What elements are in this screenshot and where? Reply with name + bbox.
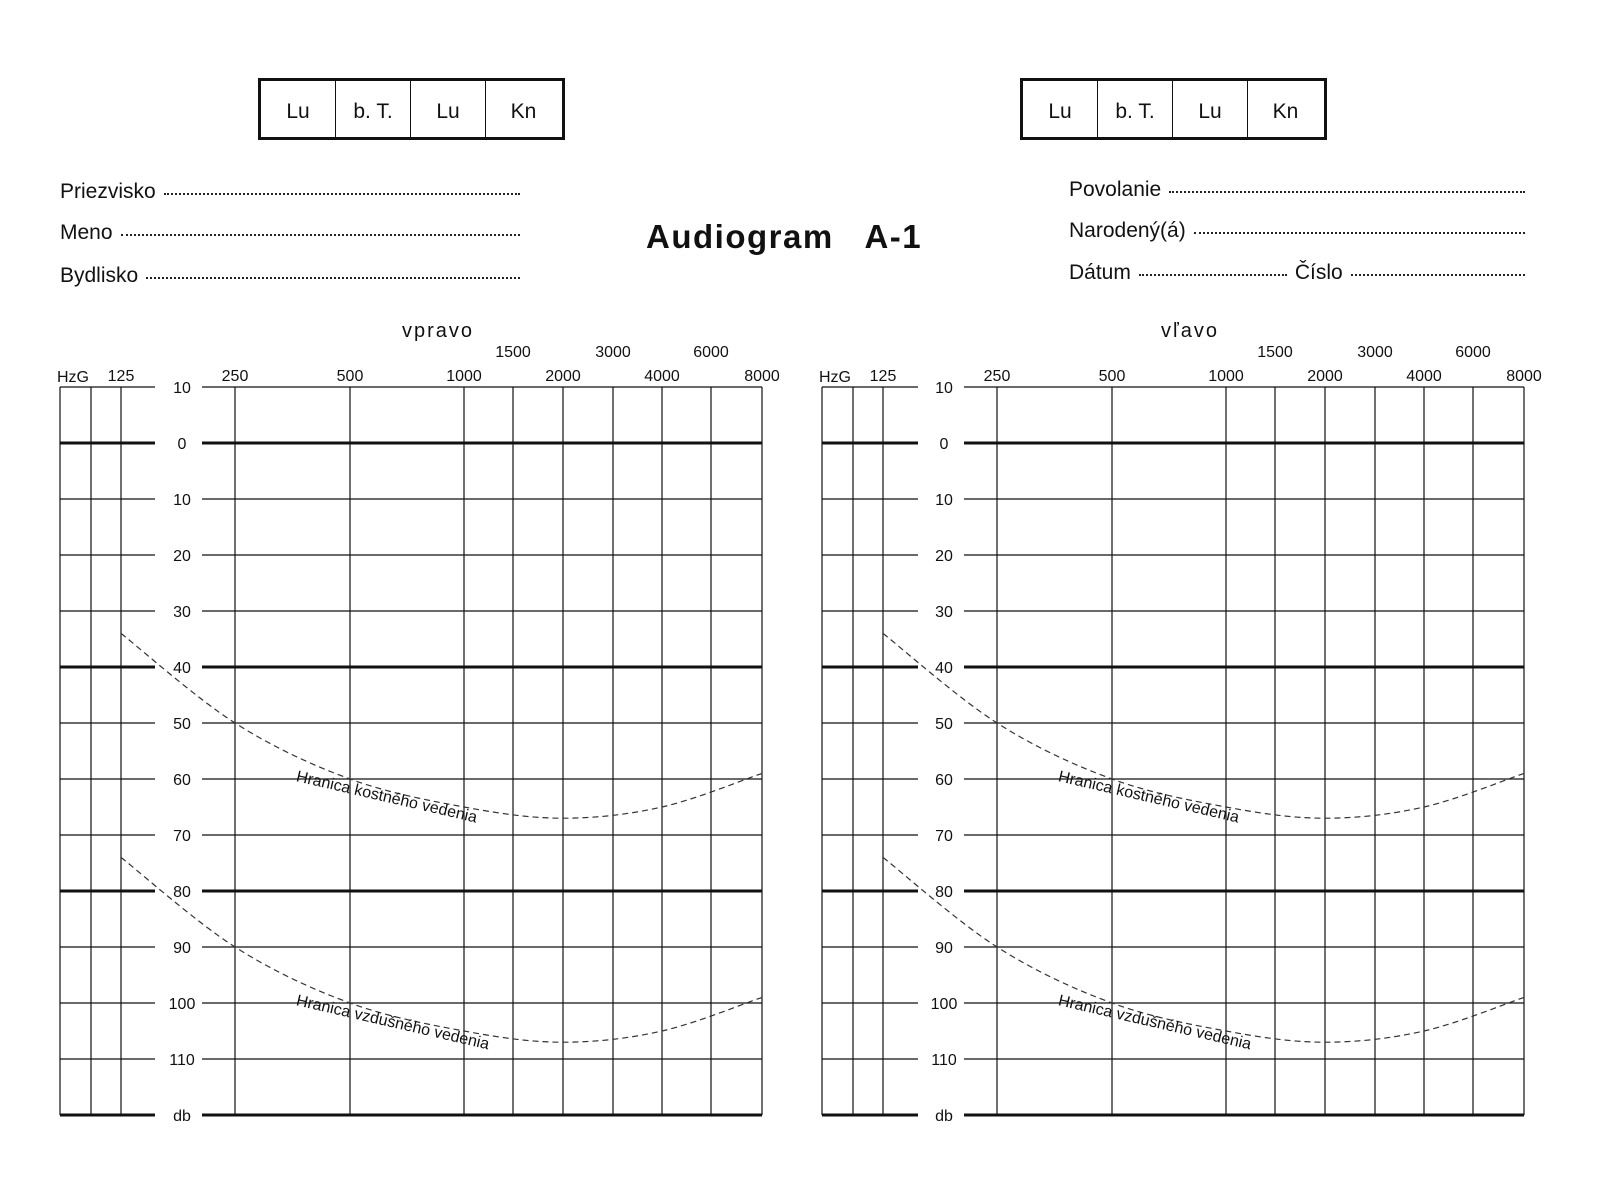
- freq-tick-label: 4000: [644, 368, 680, 385]
- freq-tick-label: 1500: [1257, 344, 1293, 361]
- freq-tick-label: 500: [1098, 368, 1126, 385]
- db-tick-label: 80: [173, 884, 191, 901]
- field-surname-label: Priezvisko: [60, 180, 156, 203]
- freq-tick-label: 3000: [1357, 344, 1393, 361]
- freq-tick-label: 8000: [744, 368, 780, 385]
- freq-tick-label: 6000: [1455, 344, 1491, 361]
- freq-tick-label: 6000: [693, 344, 729, 361]
- db-tick-label: 0: [939, 436, 949, 453]
- threshold-curve: [121, 633, 762, 818]
- freq-tick-label: 250: [221, 368, 249, 385]
- field-date-label: Dátum: [1069, 261, 1131, 284]
- header-cell: Kn: [1272, 100, 1299, 123]
- db-tick-label: 100: [168, 996, 196, 1013]
- field-residence-label: Bydlisko: [60, 264, 139, 287]
- field-occupation-label: Povolanie: [1069, 178, 1162, 201]
- page-title: Audiogram A-1: [646, 218, 923, 255]
- db-tick-label: 80: [935, 884, 953, 901]
- freq-tick-label: 3000: [595, 344, 631, 361]
- db-tick-label: 110: [931, 1052, 957, 1069]
- db-tick-label: 110: [169, 1052, 195, 1069]
- db-tick-label: 70: [173, 828, 191, 845]
- header-cell: b. T.: [1098, 81, 1173, 137]
- audiogram-0: [57, 320, 780, 1125]
- db-tick-label: 0: [177, 436, 187, 453]
- db-tick-label: 10: [173, 380, 191, 397]
- db-tick-label: 70: [935, 828, 953, 845]
- freq-tick-label: 500: [336, 368, 364, 385]
- db-tick-label: 10: [173, 492, 191, 509]
- db-tick-label: 90: [173, 940, 191, 957]
- db-tick-label: 40: [173, 660, 191, 677]
- freq-tick-label: 1000: [446, 368, 482, 385]
- db-tick-label: db: [173, 1108, 191, 1125]
- freq-tick-label: 125: [107, 368, 135, 385]
- db-tick-label: 50: [935, 716, 953, 733]
- audiogram-1: [819, 320, 1542, 1125]
- db-tick-label: 60: [173, 772, 191, 789]
- chart-title: vpravo: [401, 320, 475, 342]
- freq-tick-label: 2000: [1307, 368, 1343, 385]
- db-tick-label: 20: [173, 548, 191, 565]
- freq-tick-label: 125: [869, 368, 897, 385]
- db-tick-label: 50: [173, 716, 191, 733]
- db-tick-label: 10: [935, 492, 953, 509]
- header-cell: Lu: [1023, 81, 1098, 137]
- db-tick-label: db: [935, 1108, 953, 1125]
- db-tick-label: 10: [935, 380, 953, 397]
- db-tick-label: 60: [935, 772, 953, 789]
- threshold-curve-label: Hranica kostného vedenia: [1056, 768, 1241, 827]
- header-cell: Lu: [261, 81, 336, 137]
- freq-tick-label: 2000: [545, 368, 581, 385]
- field-number-label: Číslo: [1294, 261, 1343, 284]
- header-cell: Lu: [411, 81, 486, 137]
- header-cell: Lu: [1173, 81, 1248, 137]
- freq-tick-label: 1500: [495, 344, 531, 361]
- freq-tick-label: 1000: [1208, 368, 1244, 385]
- threshold-curve-label: Hranica kostného vedenia: [294, 768, 479, 827]
- freq-tick-label: 4000: [1406, 368, 1442, 385]
- x-axis-label: HzG: [57, 369, 89, 386]
- header-cell: Kn: [510, 100, 537, 123]
- header-cell: b. T.: [336, 81, 411, 137]
- db-tick-label: 30: [935, 604, 953, 621]
- field-name-label: Meno: [60, 221, 113, 244]
- db-tick-label: 100: [930, 996, 958, 1013]
- freq-tick-label: 8000: [1506, 368, 1542, 385]
- field-born-label: Narodený(á): [1069, 219, 1186, 242]
- db-tick-label: 20: [935, 548, 953, 565]
- threshold-curve: [121, 857, 762, 1042]
- db-tick-label: 40: [935, 660, 953, 677]
- db-tick-label: 90: [935, 940, 953, 957]
- threshold-curve-label: Hranica vzdušného vedenia: [294, 992, 491, 1054]
- x-axis-label: HzG: [819, 369, 851, 386]
- chart-title: vľavo: [1160, 320, 1220, 342]
- threshold-curve: [883, 857, 1524, 1042]
- freq-tick-label: 250: [983, 368, 1011, 385]
- threshold-curve: [883, 633, 1524, 818]
- db-tick-label: 30: [173, 604, 191, 621]
- threshold-curve-label: Hranica vzdušného vedenia: [1056, 992, 1253, 1054]
